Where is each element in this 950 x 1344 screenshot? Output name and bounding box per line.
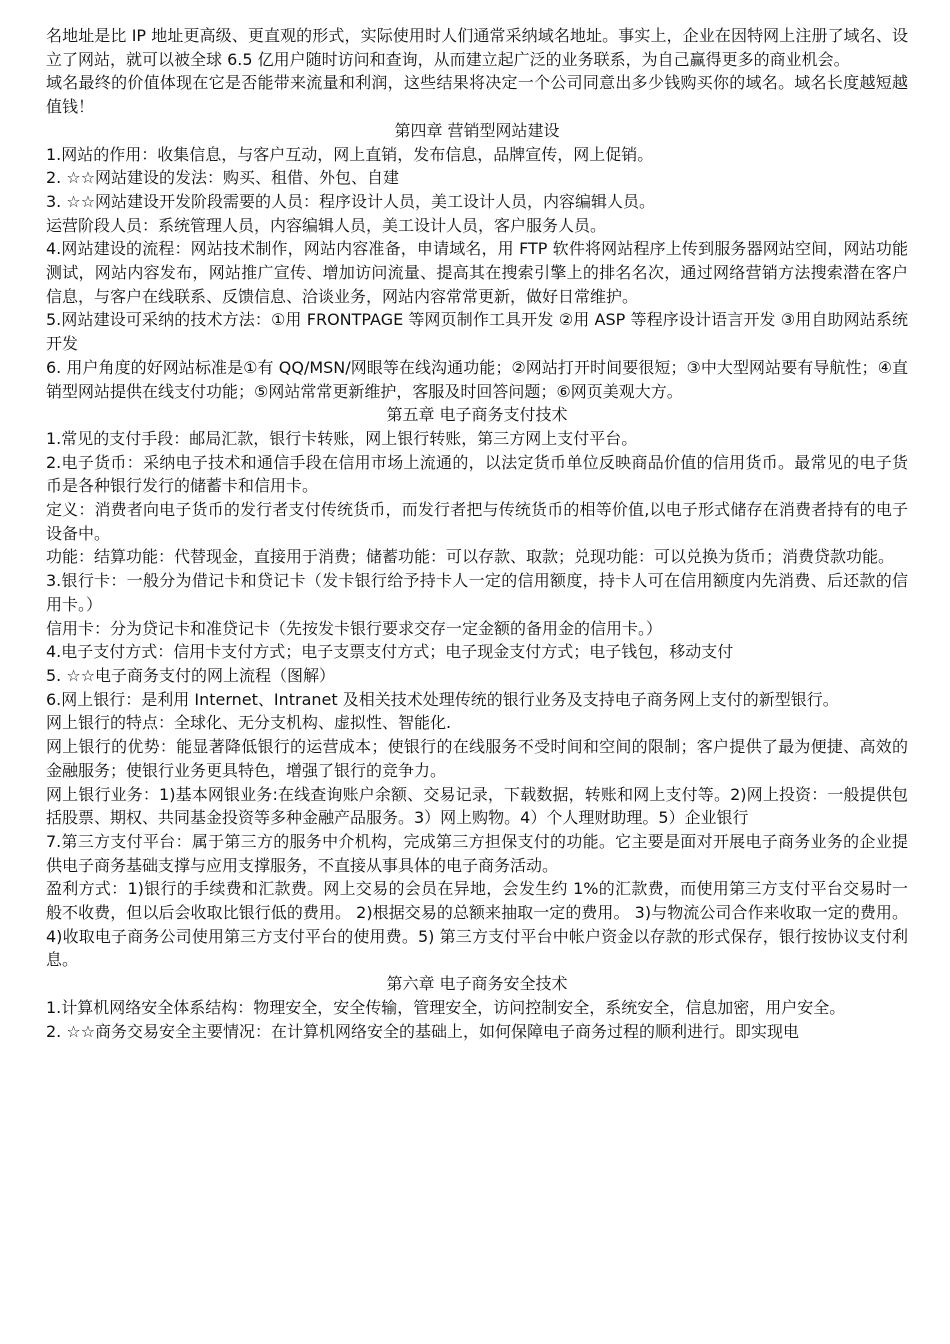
paragraph: 名地址是比 IP 地址更高级、更直观的形式，实际使用时人们通常采纳域名地址。事实上，企业在因特网上注册了域名、设立了网站，就可以被全球 6.5 亿用户随时访问和查询，从而建立起广泛的业务联系，为自己赢得更多的商业机会。 bbox=[46, 26, 908, 69]
paragraph: 2.电子货币：采纳电子技术和通信手段在信用市场上流通的，以法定货币单位反映商品价值的信用货币。最常见的电子货币是各种银行发行的储蓄卡和信用卡。 bbox=[46, 452, 908, 496]
paragraph: 5. ☆☆电子商务支付的网上流程（图解） bbox=[46, 665, 336, 685]
paragraph: 1.计算机网络安全体系结构：物理安全，安全传输，管理安全，访问控制安全，系统安全，信息加密，用户安全。 bbox=[46, 997, 846, 1017]
paragraph: 功能：结算功能：代替现金，直接用于消费；储蓄功能：可以存款、取款；兑现功能：可以兑换为货币；消费贷款功能。 bbox=[46, 547, 895, 567]
paragraph: 2. ☆☆商务交易安全主要情况：在计算机网络安全的基础上，如何保障电子商务过程的顺利进行。即实现电 bbox=[46, 1021, 800, 1041]
chapter-heading: 第五章 电子商务支付技术 bbox=[386, 405, 568, 425]
paragraph: 3. ☆☆网站建设开发阶段需要的人员：程序设计人员，美工设计人员，内容编辑人员。 bbox=[46, 191, 656, 211]
paragraph: 运营阶段人员：系统管理人员，内容编辑人员，美工设计人员，客户服务人员。 bbox=[46, 215, 607, 235]
paragraph: 域名最终的价值体现在它是否能带来流量和利润，这些结果将决定一个公司同意出多少钱购买你的域名。域名长度越短越值钱！ bbox=[46, 73, 908, 117]
paragraph: 网上银行的特点：全球化、无分支机构、虚拟性、智能化. bbox=[46, 713, 452, 733]
paragraph: 6.网上银行：是利用 Internet、Intranet 及相关技术处理传统的银行业务及支持电子商务网上支付的新型银行。 bbox=[46, 689, 839, 709]
paragraph: 定义：消费者向电子货币的发行者支付传统货币，而发行者把与传统货币的相等价值,以电子形式储存在消费者持有的电子设备中。 bbox=[46, 500, 908, 543]
paragraph: 2. ☆☆网站建设的发法：购买、租借、外包、自建 bbox=[46, 168, 400, 188]
document-page bbox=[46, 24, 908, 1043]
paragraph: 4.电子支付方式：信用卡支付方式；电子支票支付方式；电子现金支付方式；电子钱包，移动支付 bbox=[46, 642, 734, 662]
paragraph: 1.常见的支付手段：邮局汇款，银行卡转账，网上银行转账，第三方网上支付平台。 bbox=[46, 428, 638, 448]
paragraph: 网上银行业务：1)基本网银业务:在线查询账户余额、交易记录，下载数据，转账和网上支付等。2)网上投资：一般提供包括股票、期权、共同基金投资等多种金融产品服务。3）网上购物。4）个人理财助理。5）企业银行 bbox=[46, 784, 908, 828]
chapter-heading: 第六章 电子商务安全技术 bbox=[386, 974, 568, 994]
paragraph: 6. 用户角度的好网站标准是①有 QQ/MSN/网眼等在线沟通功能；②网站打开时间要很短；③中大型网站要有导航性；④直销型网站提供在线支付功能；⑤网站常常更新维护，客服及时回答问题；⑥网页美观大方。 bbox=[46, 357, 908, 401]
paragraph: 盈利方式：1)银行的手续费和汇款费。网上交易的会员在异地，会发生约 1%的汇款费，而使用第三方支付平台交易时一般不收费，但以后会收取比银行低的费用。 2)根据交易的总额来抽取一定的费用。 3)与物流公司合作来收取一定的费用。 4)收取电子商务公司使用第三方支付平台的使用费。5) 第三方支付平台中帐户资金以存款的形式保存，银行按协议支付利息。 bbox=[46, 879, 908, 970]
paragraph: 网上银行的优势：能显著降低银行的运营成本；使银行的在线服务不受时间和空间的限制；客户提供了最为便捷、高效的金融服务；使银行业务更具特色，增强了银行的竞争力。 bbox=[46, 737, 908, 780]
paragraph: 3.银行卡：一般分为借记卡和贷记卡（发卡银行给予持卡人一定的信用额度，持卡人可在信用额度内先消费、后还款的信用卡。） bbox=[46, 571, 908, 614]
paragraph: 信用卡：分为贷记卡和准贷记卡（先按发卡银行要求交存一定金额的备用金的信用卡。） bbox=[46, 618, 663, 638]
chapter-heading: 第四章 营销型网站建设 bbox=[394, 120, 560, 140]
paragraph: 7.第三方支付平台：属于第三方的服务中介机构，完成第三方担保支付的功能。它主要是面对开展电子商务业务的企业提供电子商务基础支撑与应用支撑服务，不直接从事具体的电子商务活动。 bbox=[46, 831, 908, 875]
paragraph: 5.网站建设可采纳的技术方法：①用 FRONTPAGE 等网页制作工具开发 ②用 ASP 等程序设计语言开发 ③用自助网站系统开发 bbox=[46, 310, 908, 354]
paragraph: 1.网站的作用：收集信息，与客户互动，网上直销，发布信息，品牌宣传，网上促销。 bbox=[46, 144, 654, 164]
paragraph: 4.网站建设的流程：网站技术制作，网站内容准备，申请域名，用 FTP 软件将网站程序上传到服务器网站空间，网站功能测试，网站内容发布，网站推广宣传、增加访问流量、提高其在搜索引擎上的排名名次，通过网络营销方法搜索潜在客户信息，与客户在线联系、反馈信息、洽谈业务，网站内容常常更新，做好日常维护。 bbox=[46, 239, 908, 306]
